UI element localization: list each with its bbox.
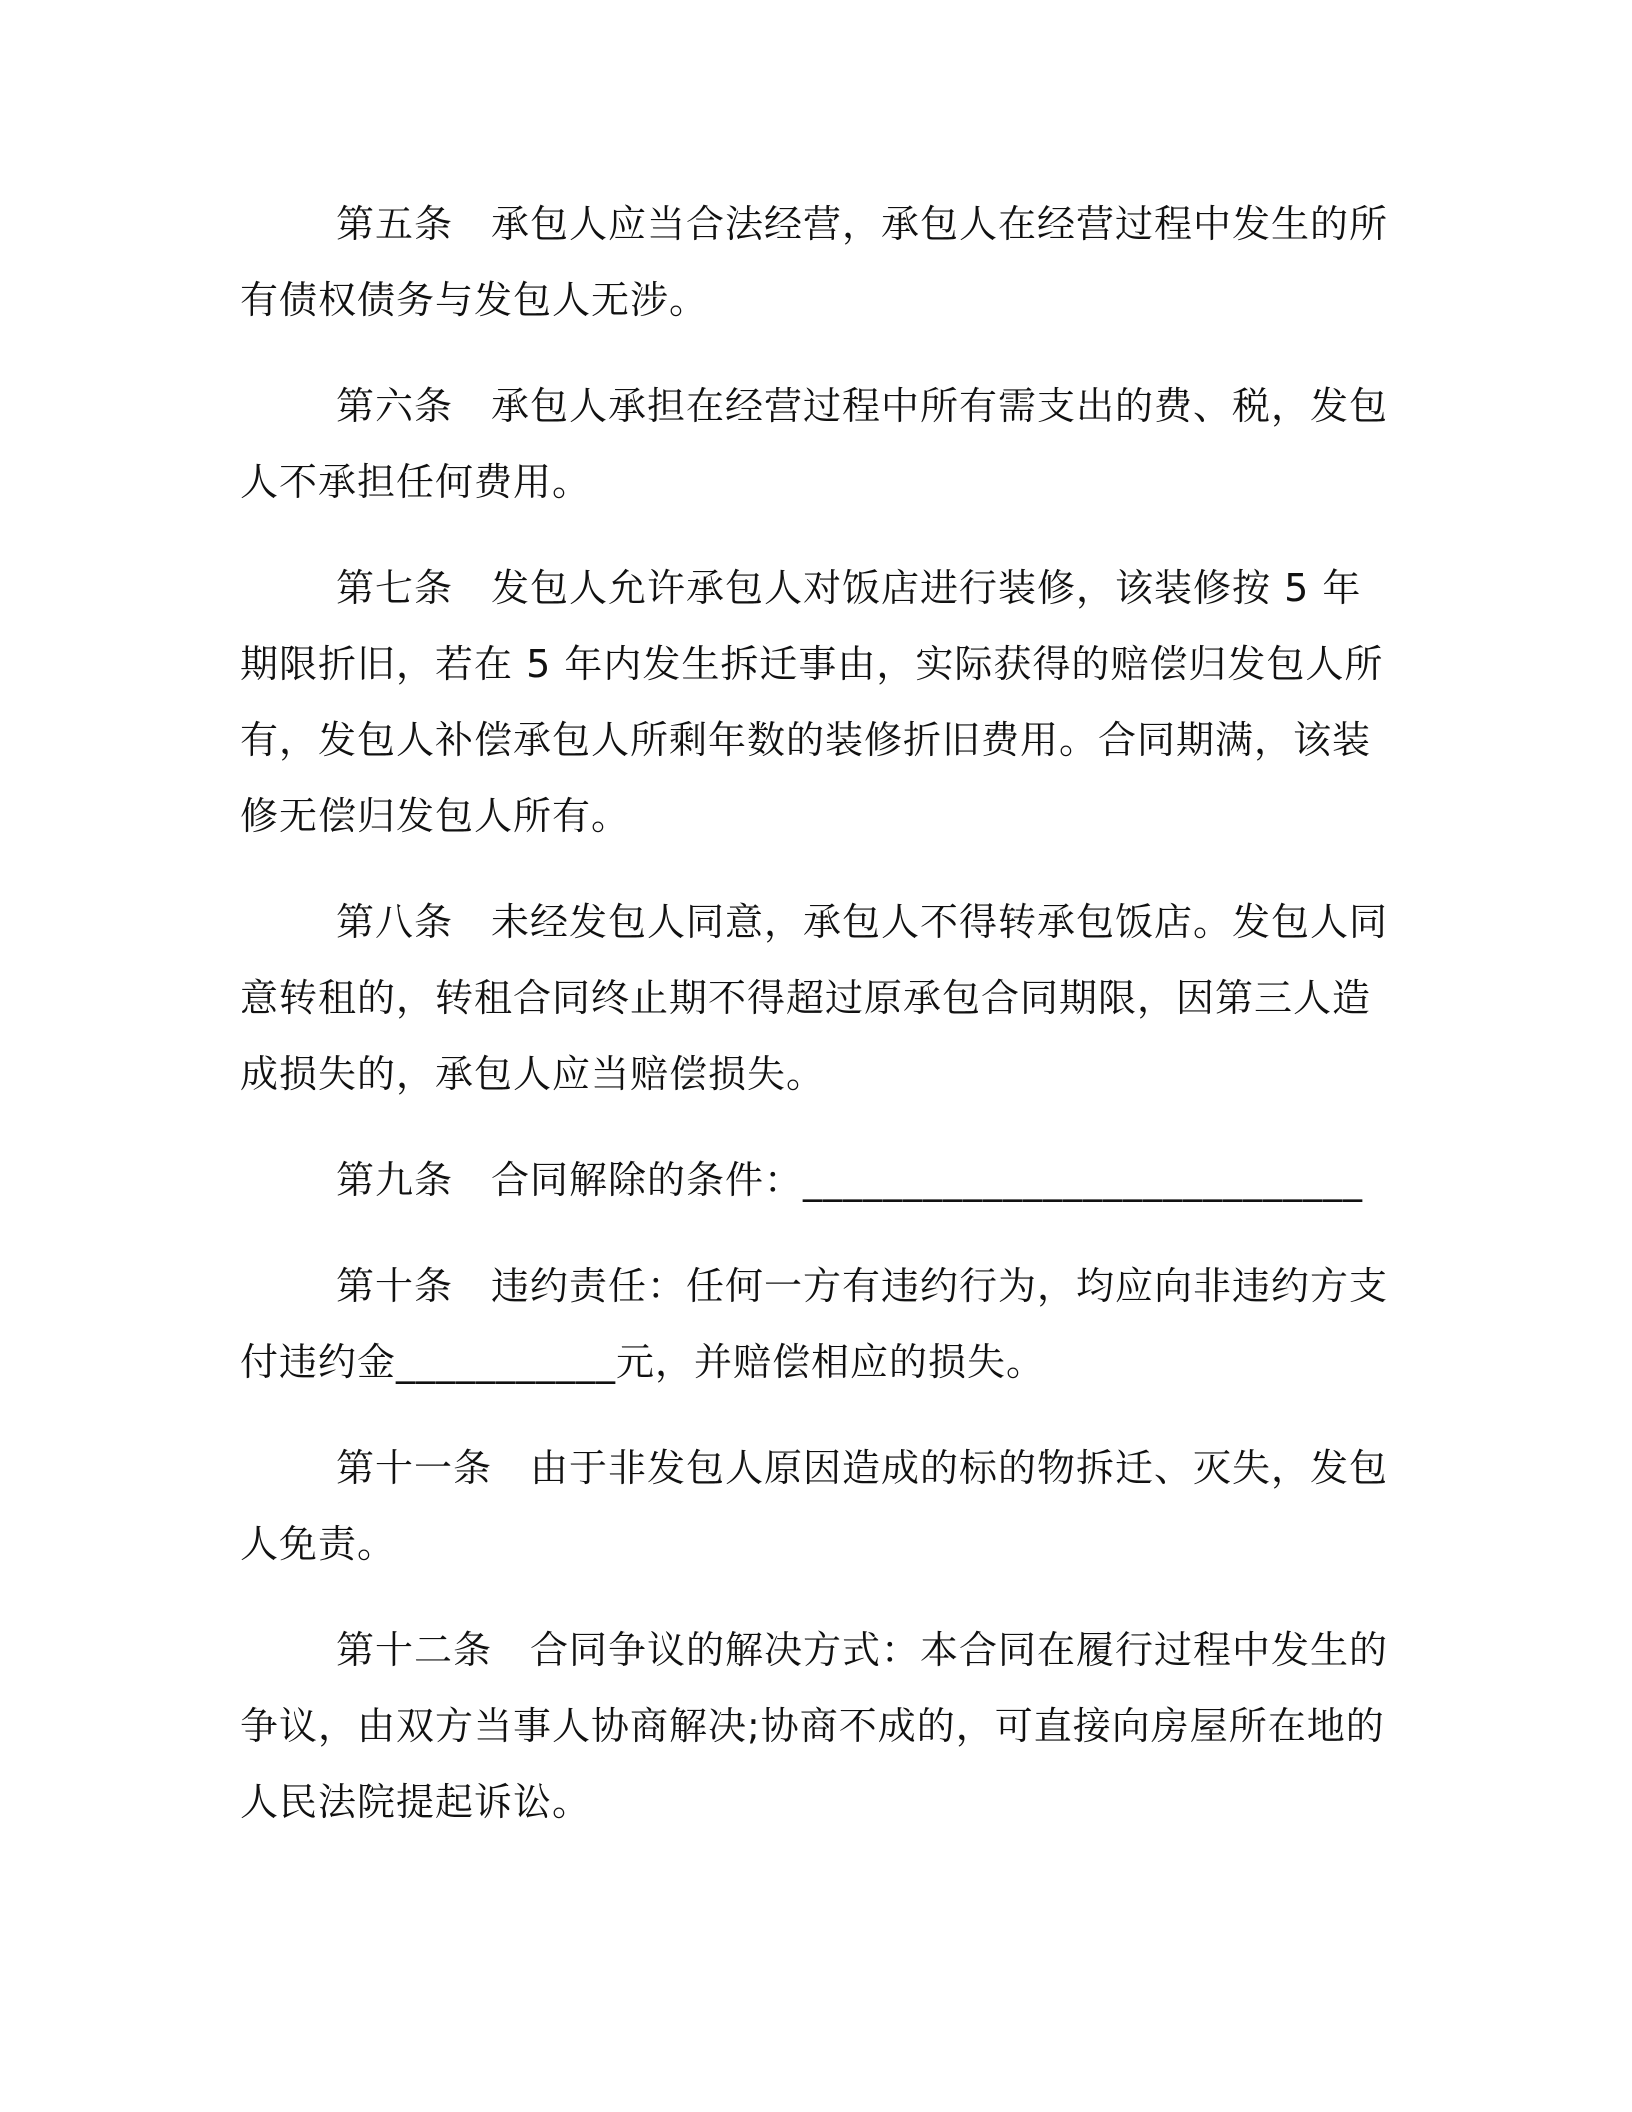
clause-number: 第七条 [336, 566, 454, 610]
clause-text: 未经发包人同意，承包人不得转承包饭店。发包人同意转租的，转租合同终止期不得超过原承包合同期限，因第三人造成损失的，承包人应当赔偿损失。 [240, 900, 1389, 1096]
clause-text: 承包人承担在经营过程中所有需支出的费、税，发包人不承担任何费用。 [240, 384, 1389, 504]
contract-body [240, 186, 1390, 1870]
clause-9 [240, 1142, 1390, 1218]
clause-12 [240, 1612, 1390, 1840]
clause-text: 违约责任：任何一方有违约行为，均应向非违约方支付违约金___________元，并赔偿相应的损失。 [240, 1264, 1389, 1384]
clause-number: 第五条 [336, 202, 454, 246]
clause-text: 由于非发包人原因造成的标的物拆迁、灭失，发包人免责。 [240, 1446, 1389, 1566]
clause-number: 第六条 [336, 384, 454, 428]
clause-number: 第九条 [336, 1158, 454, 1202]
clause-6 [240, 368, 1390, 520]
clause-number: 第十一条 [336, 1446, 493, 1490]
clause-11 [240, 1430, 1390, 1582]
clause-number: 第八条 [336, 900, 454, 944]
clause-5 [240, 186, 1390, 338]
clause-text: 合同解除的条件：____________________________ [491, 1158, 1364, 1202]
clause-text: 发包人允许承包人对饭店进行装修，该装修按 5 年期限折旧，若在 5 年内发生拆迁事由，实际获得的赔偿归发包人所有，发包人补偿承包人所剩年数的装修折旧费用。合同期满，该装修无偿归发包人所有。 [240, 566, 1384, 838]
clause-8 [240, 884, 1390, 1112]
clause-7 [240, 550, 1390, 854]
clause-number: 第十二条 [336, 1628, 493, 1672]
clause-10 [240, 1248, 1390, 1400]
clause-text: 承包人应当合法经营，承包人在经营过程中发生的所有债权债务与发包人无涉。 [240, 202, 1389, 322]
clause-number: 第十条 [336, 1264, 454, 1308]
clause-text: 合同争议的解决方式：本合同在履行过程中发生的争议，由双方当事人协商解决;协商不成的，可直接向房屋所在地的人民法院提起诉讼。 [240, 1628, 1389, 1824]
